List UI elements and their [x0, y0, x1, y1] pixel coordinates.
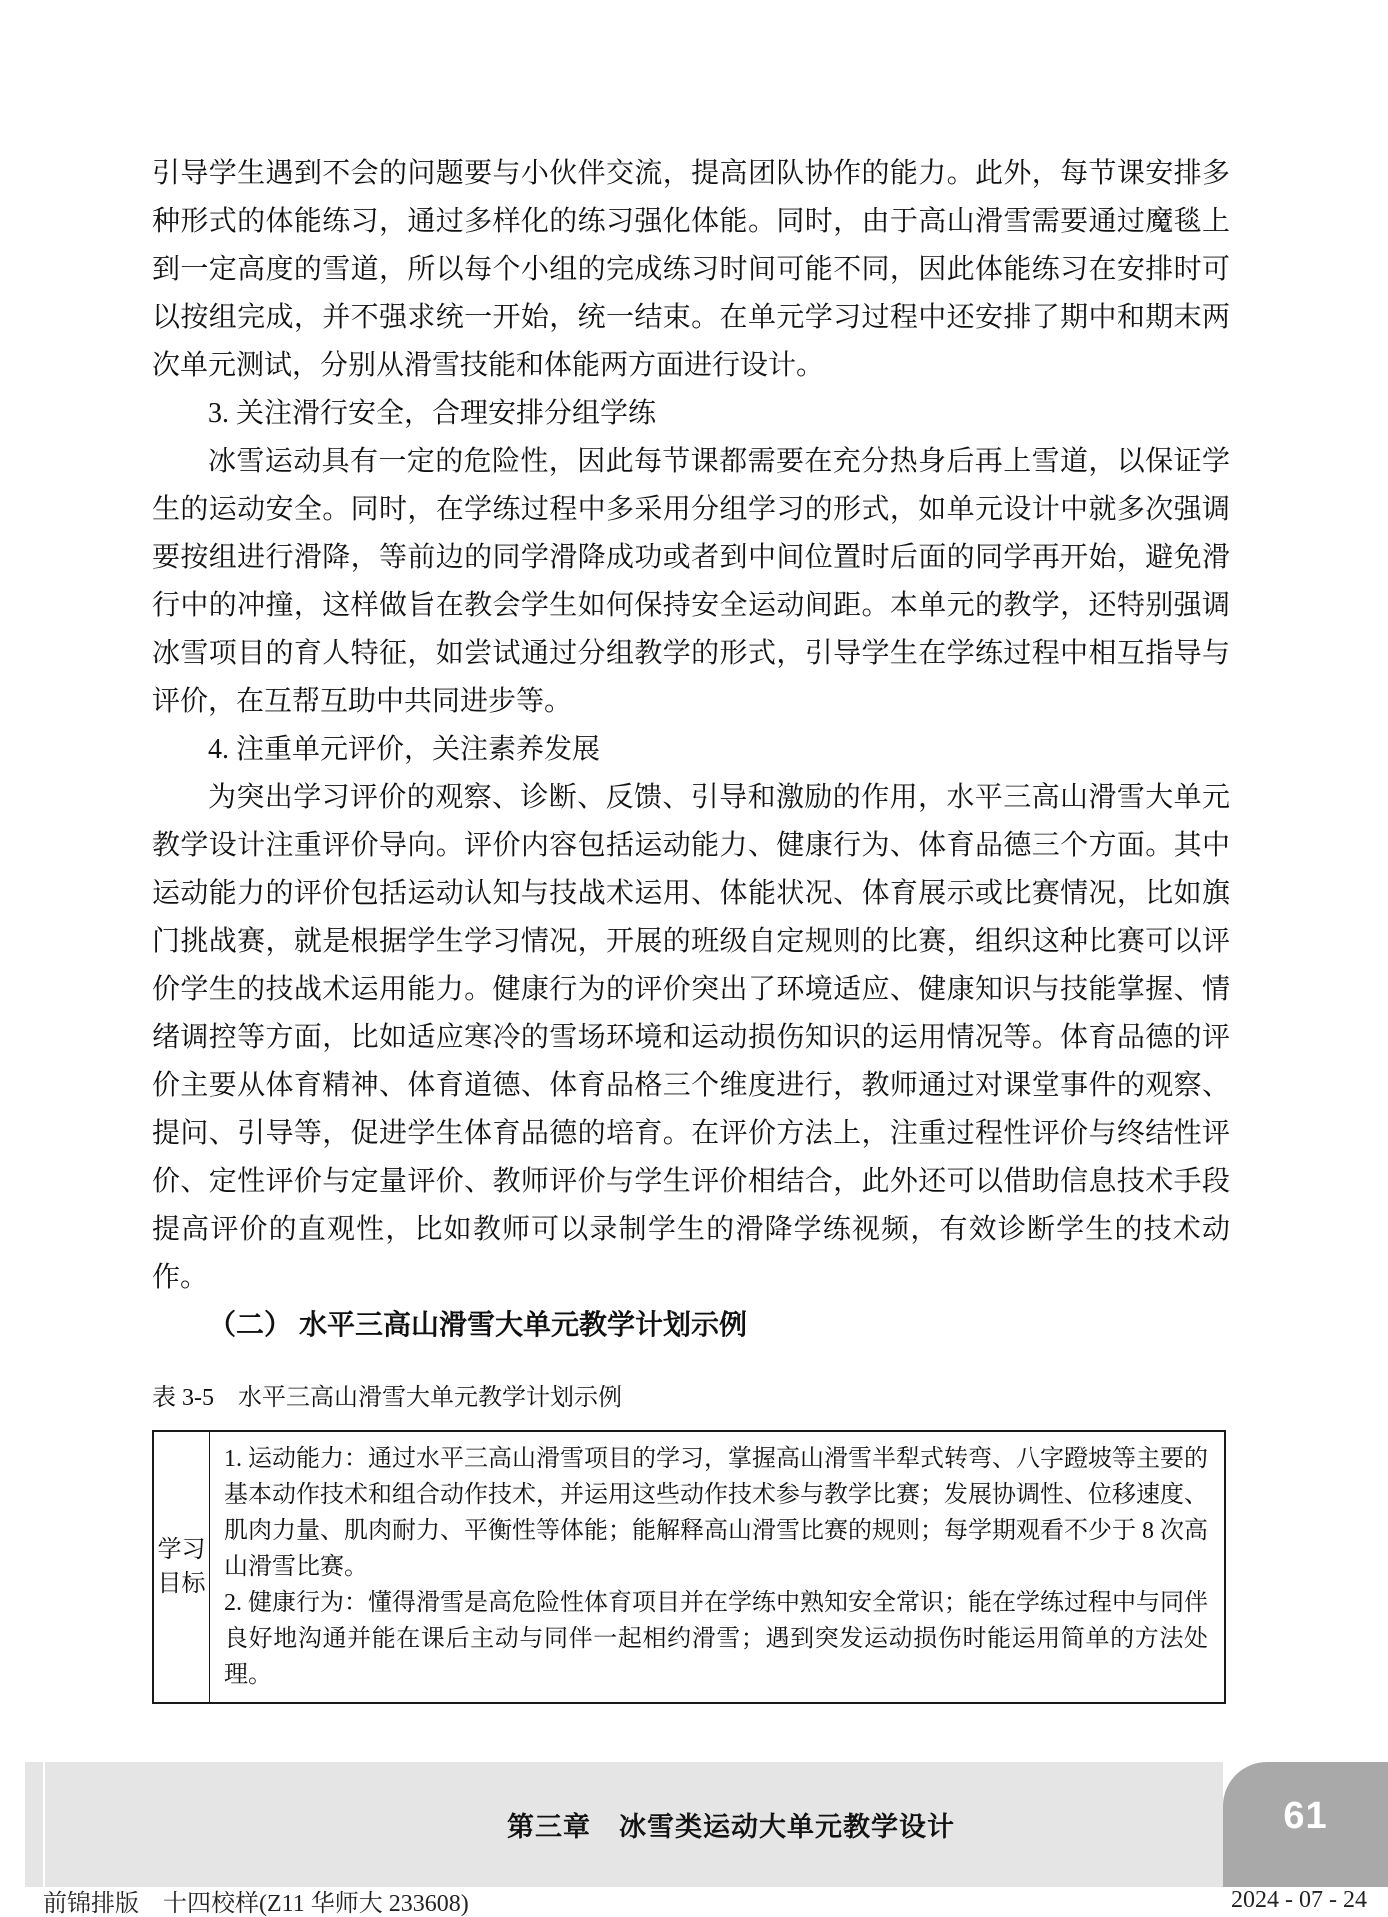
goal-item-motor-ability: 1. 运动能力：通过水平三高山滑雪项目的学习，掌握高山滑雪半犁式转弯、八字蹬坡等主要的基本动作技术和组合动作技术，并运用这些动作技术参与教学比赛；发展协调性、位移速度、肌肉力量、肌肉耐力、平衡性等体能；能解释高山滑雪比赛的规则；每学期观看不少于 8 次高山滑雪比赛。 — [224, 1446, 1208, 1580]
page-body — [152, 150, 1230, 1704]
page-number-badge — [1223, 1762, 1388, 1887]
table-cell-goals — [210, 1432, 1224, 1702]
table-caption: 表 3-5 水平三高山滑雪大单元教学计划示例 — [152, 1385, 622, 1411]
proof-date: 2024 - 07 - 24 — [1231, 1887, 1367, 1913]
paragraph-safety: 冰雪运动具有一定的危险性，因此每节课都需要在充分热身后再上雪道，以保证学生的运动安全。同时，在学练过程中多采用分组学习的形式，如单元设计中就多次强调要按组进行滑降，等前边的同学滑降成功或者到中间位置时后面的同学再开始，避免滑行中的冲撞，这样做旨在教会学生如何保持安全运动间距。本单元的教学，还特别强调冰雪项目的育人特征，如尝试通过分组教学的形式，引导学生在学练过程中相互指导与评价，在互帮互助中共同进步等。 — [152, 446, 1230, 717]
proof-line — [43, 1886, 1367, 1915]
table-row-header-learning-goals: 学习目标 — [154, 1432, 210, 1702]
heading-item-4: 4. 注重单元评价，关注素养发展 — [208, 734, 601, 765]
footer-chapter-title: 第三章 冰雪类运动大单元教学设计 — [507, 1812, 955, 1842]
paragraph-continuation: 引导学生遇到不会的问题要与小伙伴交流，提高团队协作的能力。此外，每节课安排多种形式的体能练习，通过多样化的练习强化体能。同时，由于高山滑雪需要通过魔毯上到一定高度的雪道，所以每个小组的完成练习时间可能不同，因此体能练习在安排时可以按组完成，并不强求统一开始，统一结束。在单元学习过程中还安排了期中和期末两次单元测试，分别从滑雪技能和体能两方面进行设计。 — [152, 158, 1230, 381]
heading-section-2: （二） 水平三高山滑雪大单元教学计划示例 — [208, 1310, 748, 1341]
footer-band-notch — [25, 1762, 43, 1887]
footer-band — [45, 1762, 1223, 1887]
heading-item-3: 3. 关注滑行安全，合理安排分组学练 — [208, 398, 657, 429]
page-number: 61 — [1283, 1795, 1328, 1837]
paragraph-evaluation: 为突出学习评价的观察、诊断、反馈、引导和激励的作用，水平三高山滑雪大单元教学设计注重评价导向。评价内容包括运动能力、健康行为、体育品德三个方面。其中运动能力的评价包括运动认知与技战术运用、体能状况、体育展示或比赛情况，比如旗门挑战赛，就是根据学生学习情况，开展的班级自定规则的比赛，组织这种比赛可以评价学生的技战术运用能力。健康行为的评价突出了环境适应、健康知识与技能掌握、情绪调控等方面，比如适应寒冷的雪场环境和运动损伤知识的运用情况等。体育品德的评价主要从体育精神、体育道德、体育品格三个维度进行，教师通过对课堂事件的观察、提问、引导等，促进学生体育品德的培育。在评价方法上，注重过程性评价与终结性评价、定性评价与定量评价、教师评价与学生评价相结合，此外还可以借助信息技术手段提高评价的直观性，比如教师可以录制学生的滑降学练视频，有效诊断学生的技术动作。 — [152, 782, 1230, 1293]
unit-plan-table — [152, 1430, 1226, 1704]
proof-note: 前锦排版 十四校样(Z11 华师大 233608) — [43, 1891, 469, 1917]
goal-item-health-behavior: 2. 健康行为：懂得滑雪是高危险性体育项目并在学练中熟知安全常识；能在学练过程中与同伴良好地沟通并能在课后主动与同伴一起相约滑雪；遇到突发运动损伤时能运用简单的方法处理。 — [224, 1590, 1208, 1688]
